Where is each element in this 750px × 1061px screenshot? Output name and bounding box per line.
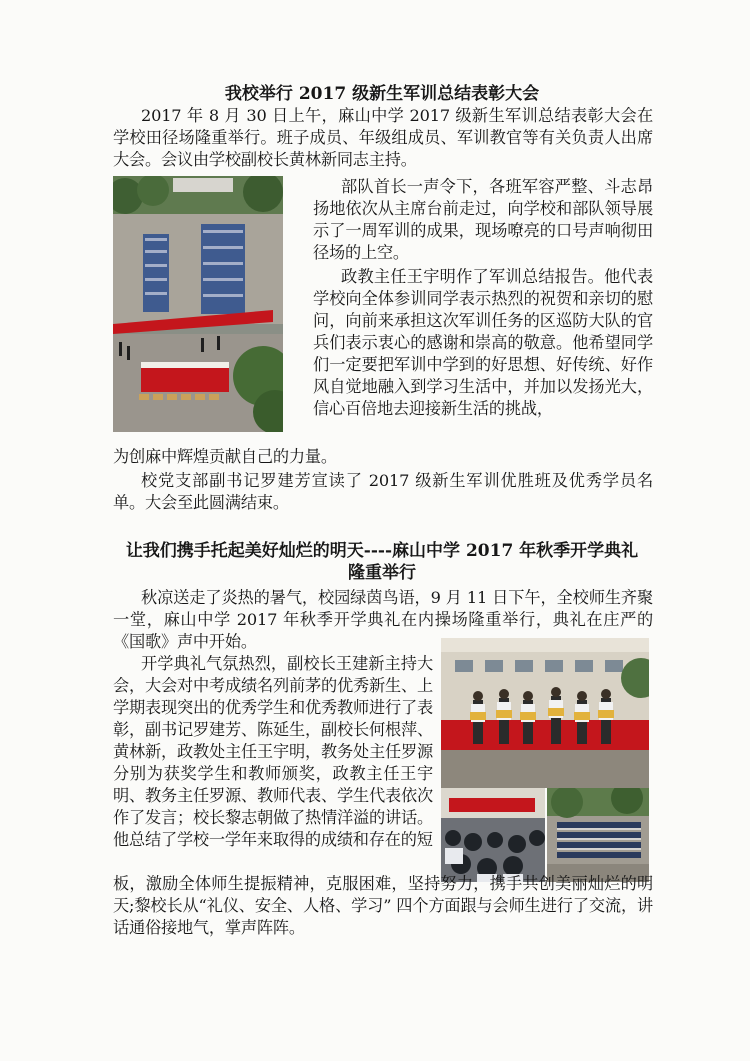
article-2-title-line-2: 隆重举行 bbox=[348, 563, 416, 583]
article-2-title: 让我们携手托起美好灿烂的明天----麻山中学 2017 年秋季开学典礼 bbox=[125, 541, 639, 561]
article-1-paragraph-4: 校党支部副书记罗建芳宣读了 2017 级新生军训优胜班及优秀学员名单。大会至此圆满结束。 bbox=[113, 471, 653, 512]
assembly-crowd-photo-left bbox=[441, 788, 545, 882]
article-1-paragraph-3-continued: 为创麻中辉煌贡献自己的力量。 bbox=[113, 447, 337, 466]
military-parade-photo bbox=[113, 176, 283, 432]
article-1-paragraph-2: 部队首长一声令下，各班军容严整、斗志昂扬地依次从主席台前走过，向学校和部队领导展示了一周军训的成果，现场嘹亮的口号声响彻田径场的上空。 bbox=[313, 177, 653, 262]
article-1-paragraph-1: 2017 年 8 月 30 日上午，麻山中学 2017 级新生军训总结表彰大会在学校田径场隆重举行。班子成员、年级组成员、军训教官等有关负责人出席大会。会议由学校副校长黄林新同志主持。 bbox=[113, 106, 653, 169]
article-1-paragraph-3: 政教主任王宇明作了军训总结报告。他代表学校向全体参训同学表示热烈的祝贺和亲切的慰问，向前来承担这次军训任务的区巡防大队的官兵们表示衷心的感谢和崇高的敬意。他希望同学们一定要把军训中学到的好思想、好传统、好作风自觉地融入到学习生活中，并加以发扬光大，信心百倍地去迎接新生活的挑战， bbox=[313, 267, 653, 418]
article-2-paragraph-2-continued: 板，激励全体师生提振精神，克服困难，坚持努力，携手共创美丽灿烂的明天;黎校长从“礼仪、安全、人格、学习” 四个方面跟与会师生进行了交流，讲话通俗接地气，掌声阵阵。 bbox=[113, 874, 653, 937]
article-2-paragraph-1: 秋凉送走了炎热的暑气，校园绿茵鸟语，9 月 11 日下午，全校师生齐聚一堂，麻山中学 2017 年秋季开学典礼在内操场隆重举行，典礼在庄严的《国歌》声中开始。 bbox=[113, 588, 653, 651]
assembly-crowd-photo-right bbox=[547, 788, 649, 882]
article-2-paragraph-2: 开学典礼气氛热烈，副校长王建新主持大会，大会对中考成绩名列前茅的优秀新生、上学期表现突出的优秀学生和优秀教师进行了表彰，副书记罗建芳、陈延生，副校长何根萍、黄林新，政教处主任王宇明，教务处主任罗源分别为获奖学生和教师颁奖，政教主任王宇明、教务主任罗源、教师代表、学生代表依次作了发言；校长黎志朝做了热情洋溢的讲话。他总结了学校一学年来取得的成绩和存在的短 bbox=[113, 654, 433, 849]
article-1-title: 我校举行 2017 级新生军训总结表彰大会 bbox=[224, 84, 540, 104]
award-ceremony-photo bbox=[441, 638, 649, 788]
